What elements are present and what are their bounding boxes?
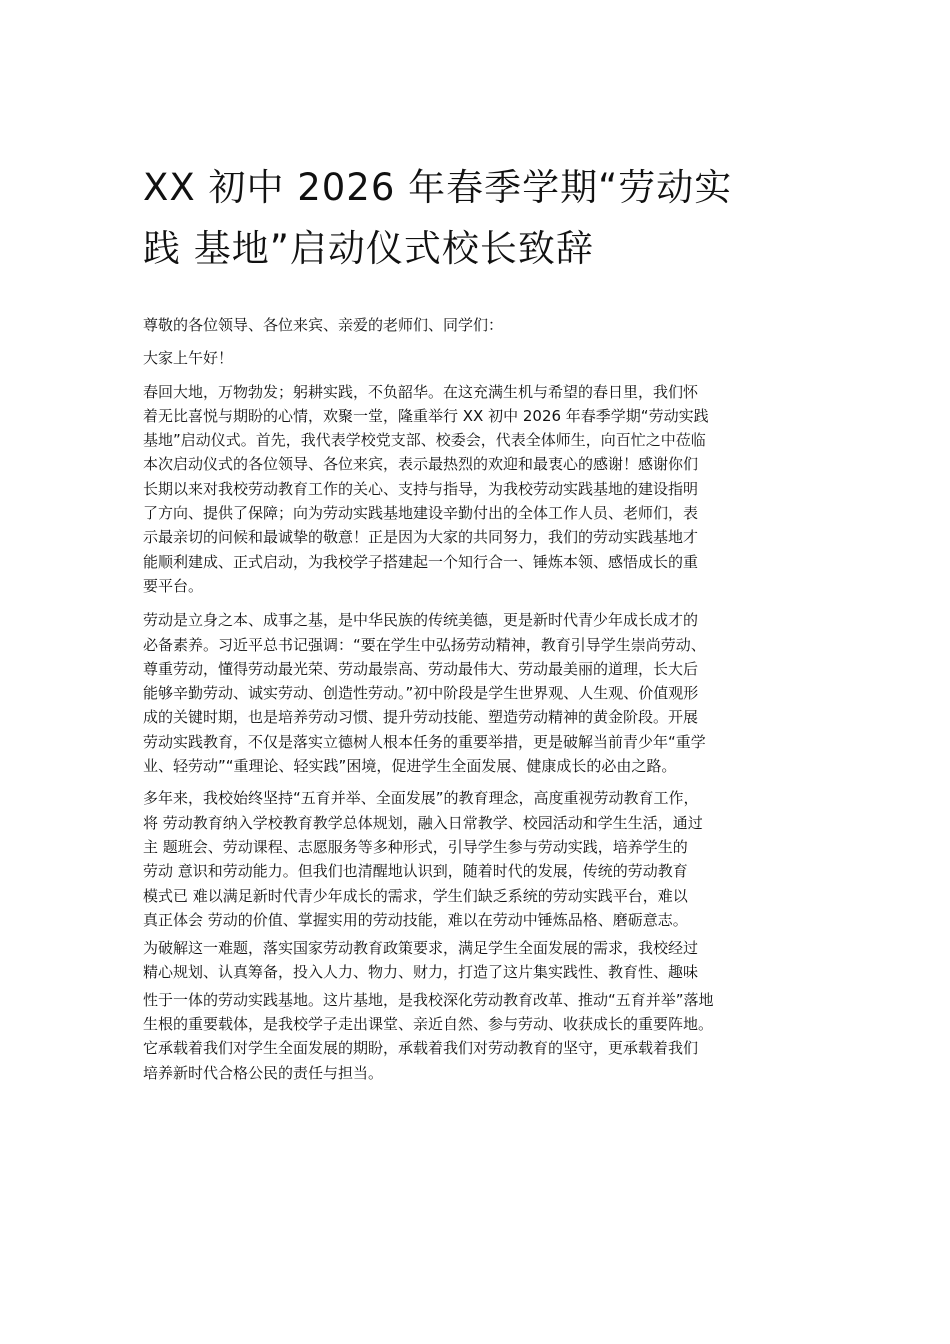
document-title — [143, 160, 823, 277]
paragraph-line: 基地”启动仪式。首先，我代表学校党支部、校委会，代表全体师生，向百忙之中莅临 — [143, 431, 706, 450]
paragraph-line: 主 题班会、劳动课程、志愿服务等多种形式，引导学生参与劳动实践，培养学生的 — [143, 837, 688, 856]
paragraph-line: 性于一体的劳动实践基地。这片基地，是我校深化劳动教育改革、推动“五育并举”落地 — [143, 990, 714, 1009]
paragraph-line: 业、轻劳动”“重理论、轻实践”困境，促进学生全面发展、健康成长的必由之路。 — [143, 757, 677, 776]
paragraph-line: 着无比喜悦与期盼的心情，欢聚一堂，隆重举行 XX 初中 2026 年春季学期“劳动实践 — [143, 406, 709, 425]
paragraph-line: 本次启动仪式的各位领导、各位来宾，表示最热烈的欢迎和最衷心的感谢！感谢你们 — [143, 455, 699, 474]
paragraph-line: 为破解这一难题，落实国家劳动教育政策要求，满足学生全面发展的需求，我校经过 — [143, 939, 699, 958]
paragraph-line: 劳动实践教育，不仅是落实立德树人根本任务的重要举措，更是破解当前青少年“重学 — [143, 732, 706, 751]
paragraph-line: 能够辛勤劳动、诚实劳动、创造性劳动。”初中阶段是学生世界观、人生观、价值观形 — [143, 684, 699, 703]
document-body — [143, 313, 823, 1085]
paragraph-line: 春回大地，万物勃发；躬耕实践，不负韶华。在这充满生机与希望的春日里，我们怀 — [143, 382, 699, 401]
paragraph — [143, 936, 823, 1085]
paragraph-line: 真正体会 劳动的价值、掌握实用的劳动技能，难以在劳动中锤炼品格、磨砺意志。 — [143, 910, 688, 929]
paragraph — [143, 608, 823, 778]
paragraph-line: 劳动 意识和劳动能力。但我们也清醒地认识到，随着时代的发展，传统的劳动教育 — [143, 862, 688, 881]
paragraph-line: 能顺利建成、正式启动，为我校学子搭建起一个知行合一、锤炼本领、感悟成长的重 — [143, 552, 699, 571]
paragraph-line: 培养新时代合格公民的责任与担当。 — [143, 1063, 384, 1082]
greeting: 大家上午好！ — [143, 349, 234, 368]
paragraph-line: 多年来，我校始终坚持“五育并举、全面发展”的教育理念，高度重视劳动教育工作， — [143, 789, 699, 808]
paragraph-line: 精心规划、认真筹备，投入人力、物力、财力，打造了这片集实践性、教育性、趣味 — [143, 963, 699, 982]
title-line: 践 基地”启动仪式校长致辞 — [143, 227, 594, 270]
paragraph-line: 必备素养。习近平总书记强调：“要在学生中弘扬劳动精神，教育引导学生崇尚劳动、 — [143, 635, 706, 654]
paragraph — [143, 380, 823, 599]
paragraph-line: 尊重劳动，懂得劳动最光荣、劳动最崇高、劳动最伟大、劳动最美丽的道理，长大后 — [143, 659, 699, 678]
salutation: 尊敬的各位领导、各位来宾、亲爱的老师们、同学们： — [143, 316, 504, 334]
paragraph-line: 它承载着我们对学生全面发展的期盼，承载着我们对劳动教育的坚守，更承载着我们 — [143, 1039, 699, 1058]
paragraph-line: 长期以来对我校劳动教育工作的关心、支持与指导，为我校劳动实践基地的建设指明 — [143, 479, 699, 498]
paragraph-line: 生根的重要载体，是我校学子走出课堂、亲近自然、参与劳动、收获成长的重要阵地。 — [143, 1015, 714, 1034]
paragraph-line: 要平台。 — [143, 576, 204, 595]
paragraph — [143, 786, 823, 932]
paragraph-line: 了方向、提供了保障；向为劳动实践基地建设辛勤付出的全体工作人员、老师们，表 — [143, 504, 699, 523]
paragraph-line: 模式已 难以满足新时代青少年成长的需求，学生们缺乏系统的劳动实践平台，难以 — [143, 886, 688, 905]
paragraph-line: 示最亲切的问候和最诚挚的敬意！正是因为大家的共同努力，我们的劳动实践基地才 — [143, 528, 699, 547]
paragraph-line: 劳动是立身之本、成事之基，是中华民族的传统美德，更是新时代青少年成长成才的 — [143, 611, 699, 630]
paragraph-line: 将 劳动教育纳入学校教育教学总体规划，融入日常教学、校园活动和学生生活，通过 — [143, 813, 703, 832]
paragraph-line: 成的关键时期，也是培养劳动习惯、提升劳动技能、塑造劳动精神的黄金阶段。开展 — [143, 708, 699, 727]
title-line: XX 初中 2026 年春季学期“劳动实 — [143, 166, 733, 209]
